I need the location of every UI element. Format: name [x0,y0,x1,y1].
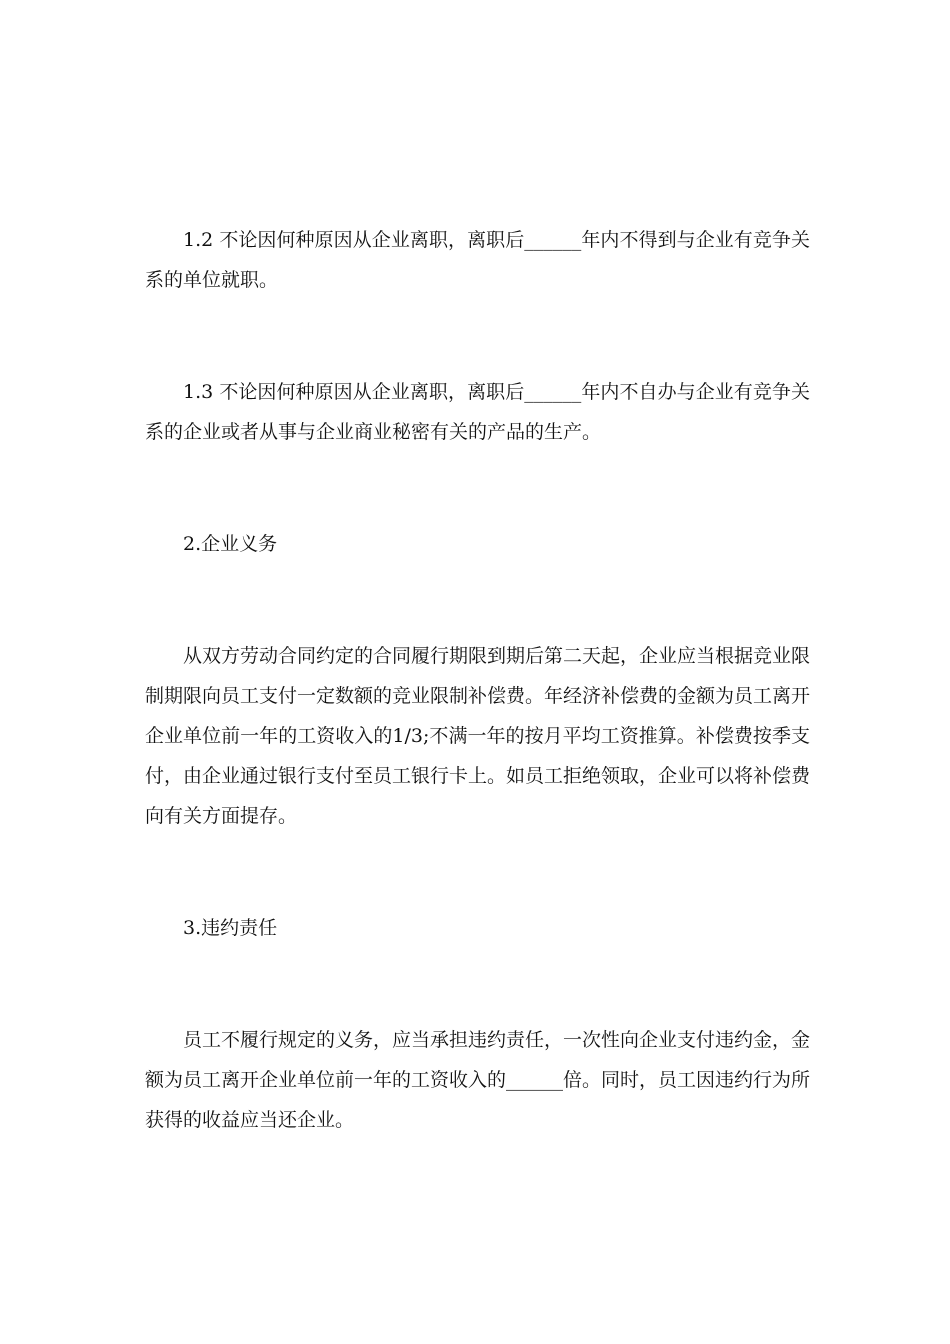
enterprise-obligations-paragraph: 从双方劳动合同约定的合同履行期限到期后第二天起，企业应当根据竞业限制期限向员工支付一定数额的竞业限制补偿费。年经济补偿费的金额为员工离开企业单位前一年的工资收入的1/3;不满一年的按月平均工资推算。补偿费按季支付，由企业通过银行支付至员工银行卡上。如员工拒绝领取，企业可以将补偿费向有关方面提存。 [145,645,811,827]
spacer [145,564,810,636]
spacer [145,948,810,1020]
liability-paragraph: 员工不履行规定的义务，应当承担违约责任，一次性向企业支付违约金，金额为员工离开企业单位前一年的工资收入的______倍。同时，员工因违约行为所获得的收益应当还企业。 [145,1029,811,1131]
clause-1-3: 1.3 不论因何种原因从企业离职，离职后______年内不自办与企业有竞争关系的企业或者从事与企业商业秘密有关的产品的生产。 [145,381,810,443]
clause-1-2: 1.2 不论因何种原因从企业离职，离职后______年内不得到与企业有竞争关系的单位就职。 [145,229,810,291]
document-body [145,220,810,1140]
section-heading-liability: 3.违约责任 [183,917,278,939]
spacer [145,452,810,524]
spacer [145,300,810,372]
section-heading-enterprise-obligations: 2.企业义务 [183,533,278,555]
spacer [145,836,810,908]
